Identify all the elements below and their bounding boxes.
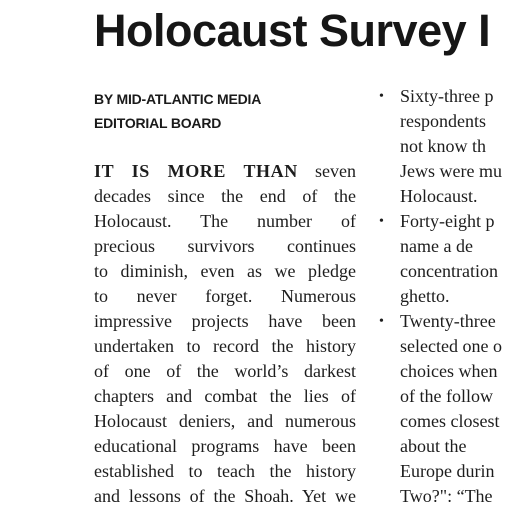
body-line: undertaken to record the history [94,336,356,356]
bullet-line: about the [400,436,467,456]
body-line: and lessons of the Shoah. Yet we [94,486,356,506]
body-line: precious survivors continues [94,236,356,256]
bullet-line: Twenty-three [400,311,496,331]
article-headline: Holocaust Survey I [94,5,491,56]
body-line: educational programs have been [94,436,356,456]
bullet-line: Holocaust. [400,186,478,206]
bullet-item-1 [379,84,512,209]
body-line: IT IS MORE THAN seven [94,161,356,181]
bullet-item-3 [379,309,512,509]
body-line: of one of the world’s darkest [94,361,356,381]
bullet-line: comes closest [400,411,500,431]
bullet-line: not know th [400,136,487,156]
bullet-icon: • [379,314,384,329]
bullet-line: Jews were mu [400,161,502,181]
body-line: Holocaust deniers, and numerous [94,411,356,431]
bullet-line: Europe durin [400,461,495,481]
byline-line-1: BY MID-ATLANTIC MEDIA [94,91,262,107]
body-line: Holocaust. The number of [94,211,356,231]
bullet-line: concentration [400,261,498,281]
body-line: to never forget. Numerous [94,286,356,306]
byline-line-2: EDITORIAL BOARD [94,115,222,131]
lead-in-text: IT IS MORE THAN [94,161,298,181]
body-line: impressive projects have been [94,311,356,331]
bullet-line: choices when [400,361,498,381]
article-body-left-column [94,159,356,509]
bullet-line: Two?": “The [400,486,493,506]
bullet-line: Sixty-three p [400,86,494,106]
bullet-item-2 [379,209,512,309]
article-body-right-column [379,84,512,509]
body-line: decades since the end of the [94,186,356,206]
bullet-icon: • [379,214,384,229]
bullet-line: selected one o [400,336,502,356]
body-line: established to teach the history [94,461,356,481]
bullet-line: name a de [400,236,473,256]
bullet-line: of the follow [400,386,493,406]
bullet-line: Forty-eight p [400,211,495,231]
body-line: to diminish, even as we pledge [94,261,356,281]
bullet-line: ghetto. [400,286,450,306]
bullet-line: respondents [400,111,486,131]
bullet-icon: • [379,89,384,104]
body-line: chapters and combat the lies of [94,386,356,406]
article-byline [94,87,261,135]
